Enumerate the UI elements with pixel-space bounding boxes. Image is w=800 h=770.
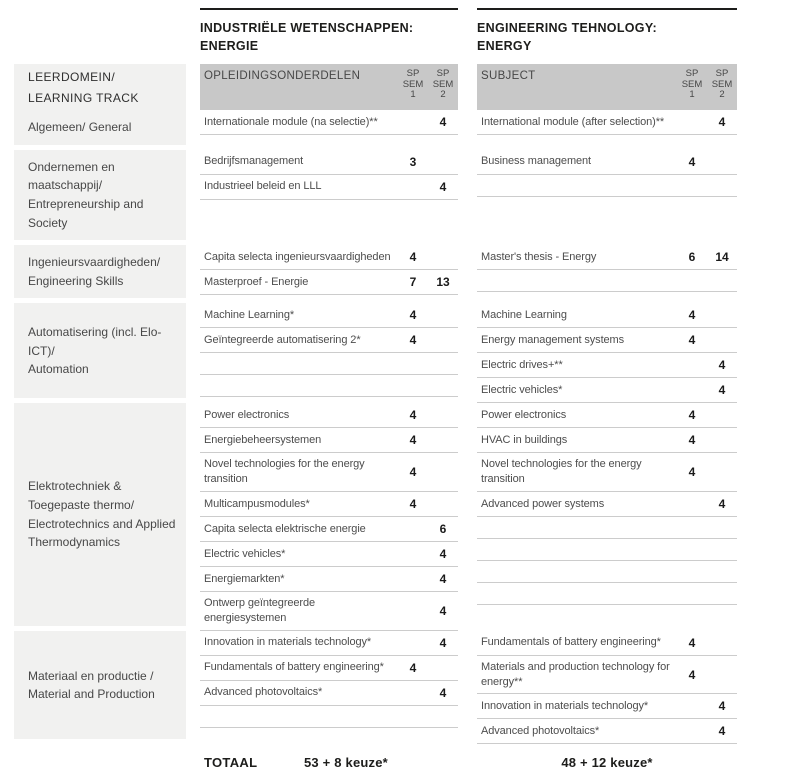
subject-name bbox=[477, 548, 677, 552]
sp-sem2-value: 4 bbox=[439, 685, 447, 700]
subject-row bbox=[200, 245, 458, 270]
learning-track-header-line2: LEARNING TRACK bbox=[28, 90, 139, 105]
subject-row bbox=[200, 328, 458, 353]
sem-label: SEM bbox=[681, 78, 703, 90]
sem-number: 2 bbox=[440, 89, 446, 101]
sp-label: SP bbox=[406, 68, 420, 80]
learning-track-cell bbox=[14, 631, 200, 745]
subject-name: Novel technologies for the energy transition bbox=[204, 458, 365, 486]
subject-row bbox=[477, 270, 737, 292]
left-title-line1: INDUSTRIËLE WETENSCHAPPEN: bbox=[200, 21, 414, 35]
subject-name: Internationale module (na selectie)** bbox=[204, 115, 378, 128]
category-label-line: Ingenieursvaardigheden/ bbox=[28, 255, 161, 270]
left-rows bbox=[200, 303, 458, 397]
left-total-cell bbox=[200, 744, 477, 770]
subject-name: Advanced photovoltaics* bbox=[481, 725, 600, 738]
left-table-header-cell bbox=[200, 64, 477, 110]
total-row-spacer bbox=[14, 744, 200, 770]
subject-row bbox=[200, 428, 458, 453]
subject-row bbox=[200, 631, 458, 656]
sem-number: 2 bbox=[719, 89, 725, 101]
left-table-header bbox=[200, 64, 458, 110]
right-sp-sem2-header bbox=[707, 69, 737, 101]
subject-name: Electric vehicles* bbox=[481, 383, 563, 396]
right-rows-cell bbox=[477, 303, 737, 403]
subject-row bbox=[477, 428, 737, 453]
sem-label: SEM bbox=[432, 78, 454, 90]
learning-track-cell bbox=[14, 150, 200, 245]
subject-name: HVAC in buildings bbox=[481, 433, 568, 446]
title-row-spacer bbox=[14, 8, 200, 64]
subject-row bbox=[477, 150, 737, 175]
right-rows bbox=[477, 303, 737, 403]
category-label-line: Materiaal en productie / bbox=[28, 668, 154, 683]
subject-name: Business management bbox=[481, 155, 591, 168]
left-rows bbox=[200, 150, 458, 200]
subject-row bbox=[200, 303, 458, 328]
subject-name: Advanced photovoltaics* bbox=[204, 686, 323, 699]
sp-sem2-value: 4 bbox=[718, 497, 726, 512]
category-label-line: Material and Production bbox=[28, 687, 155, 702]
subject-name: Advanced power systems bbox=[481, 497, 605, 510]
subject-name: Multicampusmodules* bbox=[204, 497, 310, 510]
subject-name bbox=[477, 570, 677, 574]
category-label-line: Automation bbox=[28, 362, 89, 377]
subject-name: Energiemarkten* bbox=[204, 572, 285, 585]
subject-name bbox=[477, 592, 677, 596]
subject-name: Machine Learning bbox=[481, 308, 567, 321]
category-block bbox=[14, 303, 186, 398]
subject-name: Power electronics bbox=[481, 408, 567, 421]
subject-row bbox=[200, 175, 458, 200]
left-rows-cell bbox=[200, 303, 477, 403]
learning-track-cell bbox=[14, 303, 200, 403]
subject-row bbox=[200, 150, 458, 175]
learning-track-cell bbox=[14, 403, 200, 630]
right-rows bbox=[477, 631, 737, 745]
subject-row bbox=[200, 353, 458, 375]
sp-sem2-value: 4 bbox=[718, 724, 726, 739]
category-label-line: Ondernemen en maatschappij/ bbox=[28, 159, 115, 193]
subject-row bbox=[477, 492, 737, 517]
subject-row bbox=[200, 403, 458, 428]
left-sp-sem2-header bbox=[428, 69, 458, 101]
sp-sem1-value: 4 bbox=[688, 308, 696, 323]
subject-name: Innovation in materials technology* bbox=[204, 636, 372, 649]
category-block bbox=[14, 150, 186, 240]
program-table-grid bbox=[14, 8, 800, 770]
learning-track-header-cell bbox=[14, 64, 200, 110]
sp-sem1-value: 4 bbox=[688, 333, 696, 348]
left-rows-cell bbox=[200, 245, 477, 303]
right-rows-cell bbox=[477, 110, 737, 150]
left-rows-cell bbox=[200, 150, 477, 245]
right-table-header bbox=[477, 64, 737, 110]
sp-sem2-value: 4 bbox=[718, 383, 726, 398]
sp-sem2-value: 4 bbox=[439, 115, 447, 130]
right-rows-cell bbox=[477, 631, 737, 745]
sp-label: SP bbox=[436, 68, 450, 80]
sp-label: SP bbox=[715, 68, 729, 80]
subject-row bbox=[200, 453, 458, 492]
category-block bbox=[14, 245, 186, 298]
right-table-header-label: SUBJECT bbox=[481, 70, 536, 83]
subject-name bbox=[200, 714, 398, 718]
left-rows-cell bbox=[200, 403, 477, 630]
sp-sem1-value: 4 bbox=[688, 635, 696, 650]
sp-sem2-value: 4 bbox=[439, 603, 447, 618]
subject-name: Energy management systems bbox=[481, 333, 625, 346]
sp-sem1-value: 4 bbox=[688, 465, 696, 480]
subject-row bbox=[477, 539, 737, 561]
left-rows bbox=[200, 631, 458, 728]
subject-name: Innovation in materials technology* bbox=[481, 700, 649, 713]
subject-name: Materials and production technology for energy** bbox=[481, 660, 670, 688]
right-rows bbox=[477, 245, 737, 292]
category-label-line: Entrepreneurship and Society bbox=[28, 197, 144, 230]
sp-sem1-value: 4 bbox=[409, 408, 417, 423]
total-label: TOTAAL bbox=[204, 755, 258, 770]
subject-row bbox=[477, 719, 737, 744]
right-sp-sem1-header bbox=[677, 69, 707, 101]
sp-sem2-value: 4 bbox=[439, 572, 447, 587]
subject-name: Capita selecta elektrische energie bbox=[204, 522, 366, 535]
right-table-title bbox=[477, 8, 737, 64]
sp-sem1-value: 4 bbox=[688, 667, 696, 682]
sem-label: SEM bbox=[402, 78, 424, 90]
right-rows bbox=[477, 110, 737, 135]
subject-name: Novel technologies for the energy transition bbox=[481, 458, 642, 486]
subject-row bbox=[477, 353, 737, 378]
subject-row bbox=[200, 656, 458, 681]
right-table-title-cell bbox=[477, 8, 737, 64]
subject-name: International module (after selection)** bbox=[481, 115, 665, 128]
sp-sem1-value: 4 bbox=[688, 408, 696, 423]
left-table-title bbox=[200, 8, 458, 64]
left-rows bbox=[200, 245, 458, 295]
left-rows bbox=[200, 110, 458, 135]
sp-sem1-value: 4 bbox=[409, 433, 417, 448]
right-rows-cell bbox=[477, 245, 737, 303]
subject-row bbox=[477, 453, 737, 492]
subject-name: Fundamentals of battery engineering* bbox=[481, 636, 661, 649]
subject-row bbox=[200, 706, 458, 728]
right-rows bbox=[477, 150, 737, 197]
sp-sem1-value: 3 bbox=[409, 154, 417, 169]
right-rows-cell bbox=[477, 150, 737, 245]
left-total-value: 53 + 8 keuze* bbox=[304, 755, 388, 770]
sp-sem1-value: 4 bbox=[409, 660, 417, 675]
subject-row bbox=[477, 631, 737, 656]
sp-sem2-value: 4 bbox=[439, 179, 447, 194]
category-label-line: Engineering Skills bbox=[28, 273, 124, 288]
subject-row bbox=[477, 303, 737, 328]
sem-number: 1 bbox=[689, 89, 695, 101]
subject-name: Capita selecta ingenieursvaardigheden bbox=[204, 250, 391, 263]
subject-row bbox=[200, 110, 458, 135]
subject-row bbox=[200, 592, 458, 631]
subject-name: Power electronics bbox=[204, 408, 290, 421]
subject-row bbox=[200, 517, 458, 542]
category-label-line: Elektrotechniek & bbox=[28, 479, 122, 494]
right-title-line1: ENGINEERING TEHNOLOGY: bbox=[477, 21, 657, 35]
subject-row bbox=[200, 681, 458, 706]
subject-row bbox=[477, 561, 737, 583]
category-label-line: Toegepaste thermo/ bbox=[28, 498, 135, 512]
sp-sem2-value: 14 bbox=[715, 250, 729, 265]
subject-name: Fundamentals of battery engineering* bbox=[204, 661, 384, 674]
subject-name: Masterproef - Energie bbox=[204, 275, 309, 288]
sp-sem2-value: 6 bbox=[439, 522, 447, 537]
learning-track-header-line1: LEERDOMEIN/ bbox=[28, 69, 116, 84]
sp-sem2-value: 4 bbox=[718, 699, 726, 714]
subject-row bbox=[477, 175, 737, 197]
left-sp-sem1-header bbox=[398, 69, 428, 101]
sp-sem1-value: 4 bbox=[409, 333, 417, 348]
right-rows-cell bbox=[477, 403, 737, 630]
right-total-value: 48 + 12 keuze* bbox=[561, 755, 653, 770]
subject-row bbox=[477, 245, 737, 270]
learning-track-cell bbox=[14, 245, 200, 303]
sp-label: SP bbox=[685, 68, 699, 80]
category-label-line: Thermodynamics bbox=[28, 535, 121, 550]
subject-row bbox=[477, 328, 737, 353]
sp-sem2-value: 13 bbox=[436, 275, 450, 290]
subject-name: Electric vehicles* bbox=[204, 547, 286, 560]
sem-label: SEM bbox=[711, 78, 733, 90]
subject-row bbox=[477, 110, 737, 135]
subject-row bbox=[477, 694, 737, 719]
left-title-line2: ENERGIE bbox=[200, 39, 259, 54]
subject-name bbox=[200, 384, 398, 388]
subject-row bbox=[200, 270, 458, 295]
subject-row bbox=[477, 403, 737, 428]
subject-name: Geïntegreerde automatisering 2* bbox=[204, 333, 361, 346]
left-table-header-label: OPLEIDINGSONDERDELEN bbox=[204, 70, 361, 83]
subject-row bbox=[477, 517, 737, 539]
right-title-line2: ENERGY bbox=[477, 39, 532, 54]
subject-row bbox=[200, 375, 458, 397]
category-label-line: Algemeen/ General bbox=[28, 120, 132, 135]
left-rows-cell bbox=[200, 631, 477, 745]
left-table-title-cell bbox=[200, 8, 477, 64]
subject-row bbox=[200, 542, 458, 567]
subject-name: Master's thesis - Energy bbox=[481, 250, 597, 263]
sp-sem1-value: 6 bbox=[688, 250, 696, 265]
subject-row bbox=[200, 567, 458, 592]
sp-sem2-value: 4 bbox=[718, 115, 726, 130]
sp-sem2-value: 4 bbox=[439, 635, 447, 650]
subject-name: Energiebeheersystemen bbox=[204, 433, 322, 446]
left-rows-cell bbox=[200, 110, 477, 150]
sp-sem1-value: 4 bbox=[688, 154, 696, 169]
sp-sem1-value: 4 bbox=[409, 250, 417, 265]
right-rows bbox=[477, 403, 737, 605]
subject-name bbox=[477, 183, 677, 187]
subject-row bbox=[200, 492, 458, 517]
sp-sem2-value: 4 bbox=[439, 547, 447, 562]
subject-name bbox=[477, 526, 677, 530]
category-block bbox=[14, 631, 186, 740]
sp-sem2-value: 4 bbox=[718, 358, 726, 373]
subject-name bbox=[477, 279, 677, 283]
sp-sem1-value: 4 bbox=[409, 497, 417, 512]
sp-sem1-value: 4 bbox=[409, 308, 417, 323]
subject-name: Machine Learning* bbox=[204, 308, 295, 321]
right-total-row bbox=[477, 744, 737, 770]
category-label-line: Automatisering (incl. Elo-ICT)/ bbox=[28, 325, 162, 358]
category-block bbox=[14, 110, 186, 145]
sp-sem1-value: 4 bbox=[688, 433, 696, 448]
subject-name: Bedrijfsmanagement bbox=[204, 155, 304, 168]
subject-name: Electric drives+** bbox=[481, 358, 563, 371]
learning-track-header bbox=[14, 64, 186, 110]
subject-row bbox=[477, 656, 737, 695]
right-table-header-cell bbox=[477, 64, 737, 110]
subject-name bbox=[200, 362, 398, 366]
category-label-line: Electrotechnics and Applied bbox=[28, 516, 176, 531]
subject-name: Ontwerp geïntegreerde energiesystemen bbox=[204, 597, 316, 624]
learning-track-cell bbox=[14, 110, 200, 150]
sp-sem1-value: 7 bbox=[409, 275, 417, 290]
subject-row bbox=[477, 583, 737, 605]
sem-number: 1 bbox=[410, 89, 416, 101]
category-block bbox=[14, 403, 186, 625]
sp-sem1-value: 4 bbox=[409, 465, 417, 480]
left-rows bbox=[200, 403, 458, 630]
right-total-cell bbox=[477, 744, 737, 770]
subject-row bbox=[477, 378, 737, 403]
left-total-row bbox=[200, 744, 458, 770]
subject-name: Industrieel beleid en LLL bbox=[204, 180, 322, 193]
